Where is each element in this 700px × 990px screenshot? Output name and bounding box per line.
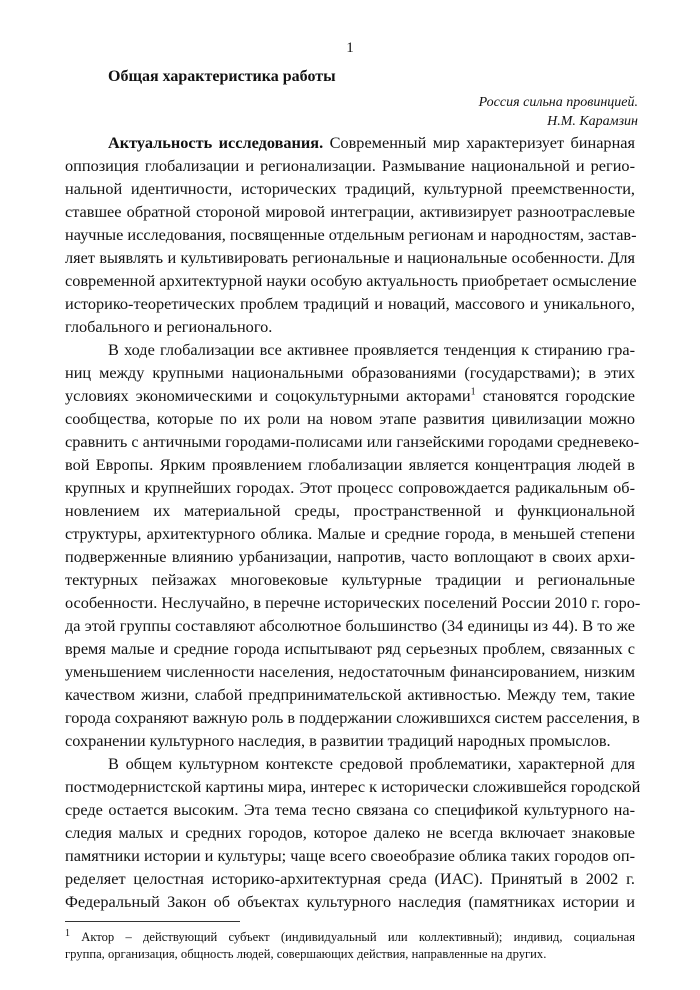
text-line: тектурных пейзажах многовековые культурные традиции и региональные (65, 570, 635, 589)
text-line: вой Европы. Ярким проявлением глобализации является концентрация людей в (65, 455, 635, 474)
paragraph-1-first-line-text: Современный мир характеризует бинарная (323, 133, 635, 152)
text-segment: становятся городские (475, 386, 635, 405)
text-line: крупных и крупнейших городах. Этот процесс сопровождается радикальным об- (65, 478, 635, 497)
footnote-line-2: группа, организация, общность людей, совершающих действия, направленные на других. (65, 947, 547, 961)
text-line: среде остается высоким. Эта тема тесно связана со спецификой культурного на- (65, 800, 635, 819)
text-line: Федеральный Закон об объектах культурного наследия (памятниках истории и (65, 892, 635, 911)
footnote-divider (65, 921, 240, 922)
text-line: время малые и средние города испытывают ряд серьезных проблем, связанных с (65, 639, 635, 658)
text-line: глобального и регионального. (65, 317, 273, 336)
footnote-marker: 1 (65, 927, 70, 939)
text-line: особенности. Неслучайно, в перечне исторических поселений России 2010 г. горо- (65, 593, 641, 612)
text-line: сравнить с античными городами-полисами или ганзейскими городами средневеко- (65, 432, 640, 451)
text-line: ляет выявлять и культивировать региональные и национальные особенности. Для (65, 248, 635, 267)
text-line: да этой группы составляют абсолютное большинство (34 единицы из 44). В то же (65, 616, 635, 635)
text-line: качеством жизни, слабой предпринимательской активностью. Между тем, такие (65, 685, 635, 704)
section-title: Общая характеристика работы (108, 68, 336, 85)
text-line-with-footnote (65, 386, 635, 406)
text-line: историко-теоретических проблем традиций и новаций, массового и уникального, (65, 294, 635, 313)
text-line: сообщества, которые по их роли на новом этапе развития цивилизации можно (65, 409, 635, 428)
text-line: подверженные влиянию урбанизации, напротив, часто воплощают в своих архи- (65, 547, 635, 566)
text-line: следия малых и средних городов, которое далеко не всегда включает знаковые (65, 823, 635, 842)
text-line: города сохраняют важную роль в поддержании сложившихся систем расселения, в (65, 708, 640, 727)
text-segment: условиях экономическими и соцокультурными акторами (65, 386, 471, 405)
text-line: новлением их материальной среды, пространственной и функциональной (65, 501, 635, 520)
page-number: 1 (346, 40, 354, 56)
text-line: современной архитектурной науки особую актуальность приобретает осмысление (65, 271, 637, 290)
text-line: ниц между крупными национальными образованиями (государствами); в этих (65, 363, 635, 382)
text-line: уменьшением численности населения, недостаточным финансированием, низким (65, 662, 635, 681)
paragraph-1-lead: Актуальность исследования. (108, 133, 324, 152)
text-line: нальной идентичности, исторических традиций, культурной преемственности, (65, 179, 635, 198)
text-line: ределяет целостная историко-архитектурная среда (ИАС). Принятый в 2002 г. (65, 869, 635, 888)
text-line: сохранении культурного наследия, в развитии традиций народных промыслов. (65, 731, 611, 750)
footnote-reference[interactable]: 1 (470, 386, 476, 398)
paragraph-1-first-line (108, 133, 635, 153)
paragraph-2-first-line: В ходе глобализации все активнее проявляется тенденция к стиранию гра- (108, 340, 635, 359)
text-line: памятники истории и культуры; чаще всего своеобразие облика таких городов оп- (65, 846, 635, 865)
text-line: оппозиция глобализации и регионализации. Размывание национальной и регио- (65, 156, 635, 175)
epigraph-quote: Россия сильна провинцией. (478, 95, 638, 110)
text-line: ставшее обратной стороной мировой интеграции, активизирует разноотраслевые (65, 202, 635, 221)
text-line: постмодернистской картины мира, интерес к исторически сложившейся городской (65, 777, 641, 796)
epigraph-author: Н.М. Карамзин (547, 114, 638, 129)
text-line: научные исследования, посвященные отдельным регионам и народностям, застав- (65, 225, 637, 244)
paragraph-3-first-line: В общем культурном контексте средовой проблематики, характерной для (108, 754, 635, 773)
footnote-line-1 (65, 929, 635, 945)
footnote-text: Актор – действующий субъект (индивидуальный или коллективный); индивид, социальная (70, 930, 635, 944)
text-line: структуры, архитектурного облика. Малые и средние города, в меньшей степени (65, 524, 635, 543)
